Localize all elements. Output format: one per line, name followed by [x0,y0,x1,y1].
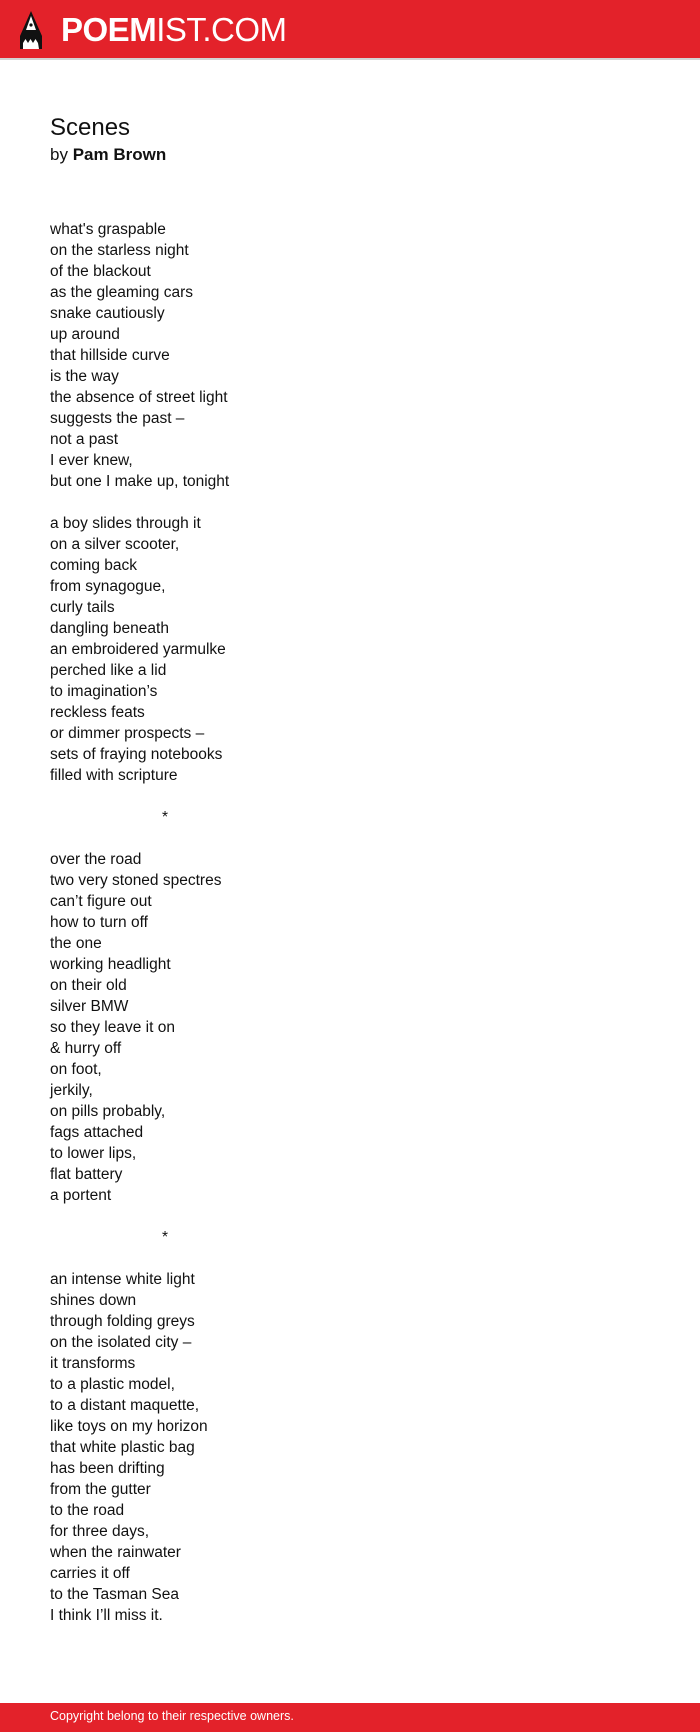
site-brand-link[interactable] [61,10,287,50]
poem-line: what's graspable [50,221,166,238]
poem-line: dangling beneath [50,620,169,637]
poem-line: a boy slides through it [50,515,201,532]
poem-line: for three days, [50,1523,150,1540]
poem-line: on the starless night [50,242,189,259]
poem-line: to the road [50,1502,125,1519]
poem-line: from the gutter [50,1481,151,1498]
poem-line: up around [50,326,120,343]
poem-line: that white plastic bag [50,1439,195,1456]
poem-line: snake cautiously [50,305,165,322]
pen-nib-icon[interactable] [18,10,44,50]
poem-line: of the blackout [50,263,151,280]
poem-line: like toys on my horizon [50,1418,208,1435]
poem-line: flat battery [50,1166,123,1183]
poem-line: & hurry off [50,1040,122,1057]
poem-heading [50,112,650,166]
poem-line: over the road [50,851,142,868]
poem-line: on a silver scooter, [50,536,180,553]
poem-line: suggests the past – [50,410,185,427]
poem-author-link[interactable]: Pam Brown [72,145,167,164]
stanza-break [50,786,650,807]
poem-line: that hillside curve [50,347,170,364]
poem-title: Scenes [50,114,131,141]
brand-bold: POEM [61,11,157,48]
poem-line: filled with scripture [50,767,178,784]
poem-line: to a plastic model, [50,1376,175,1393]
poem-line: has been drifting [50,1460,165,1477]
poem-line: to the Tasman Sea [50,1586,179,1603]
poem-line: to a distant maquette, [50,1397,200,1414]
poem-line: when the rainwater [50,1544,181,1561]
poem-line: shines down [50,1292,137,1309]
poem-line: sets of fraying notebooks [50,746,223,763]
poem-line: working headlight [50,956,171,973]
stanza-break [50,492,650,513]
poem-line: on their old [50,977,127,994]
section-separator: * [161,809,169,826]
poem-line: but one I make up, tonight [50,473,230,490]
stanza-break [50,1248,650,1269]
poem-line: to lower lips, [50,1145,137,1162]
poem-line: I think I’ll miss it. [50,1607,163,1624]
footer-copyright: Copyright belong to their respective owners. [50,1709,294,1723]
poem-line: an embroidered yarmulke [50,641,226,658]
poem-body [50,219,650,1626]
poem-line: on pills probably, [50,1103,166,1120]
by-label: by [50,145,68,164]
poem-line: or dimmer prospects – [50,725,205,742]
poem-line: two very stoned spectres [50,872,222,889]
site-footer [0,1703,700,1732]
poem-line: from synagogue, [50,578,166,595]
poem-line: a portent [50,1187,112,1204]
site-header [0,0,700,60]
brand-rest: IST.COM [156,11,287,48]
poem-line: perched like a lid [50,662,167,679]
poem-line: I ever knew, [50,452,133,469]
poem-line: how to turn off [50,914,148,931]
poem-line: the absence of street light [50,389,228,406]
poem-line: to imagination’s [50,683,158,700]
poem-line: the one [50,935,102,952]
poem-line: is the way [50,368,119,385]
stanza-break [50,828,650,849]
poem-line: coming back [50,557,138,574]
poem-line: on the isolated city – [50,1334,192,1351]
poem-line: not a past [50,431,119,448]
poem-line: on foot, [50,1061,102,1078]
poem-byline [50,144,650,166]
poem-line: jerkily, [50,1082,93,1099]
poem-line: can’t figure out [50,893,152,910]
section-separator: * [161,1229,169,1246]
poem-line: curly tails [50,599,115,616]
stanza-break [50,1206,650,1227]
poem-line: carries it off [50,1565,130,1582]
poem-line: through folding greys [50,1313,195,1330]
poem-line: fags attached [50,1124,144,1141]
poem-line: silver BMW [50,998,129,1015]
poem-line: as the gleaming cars [50,284,194,301]
poem-line: it transforms [50,1355,136,1372]
poem-line: so they leave it on [50,1019,175,1036]
poem-line: reckless feats [50,704,145,721]
poem-line: an intense white light [50,1271,195,1288]
